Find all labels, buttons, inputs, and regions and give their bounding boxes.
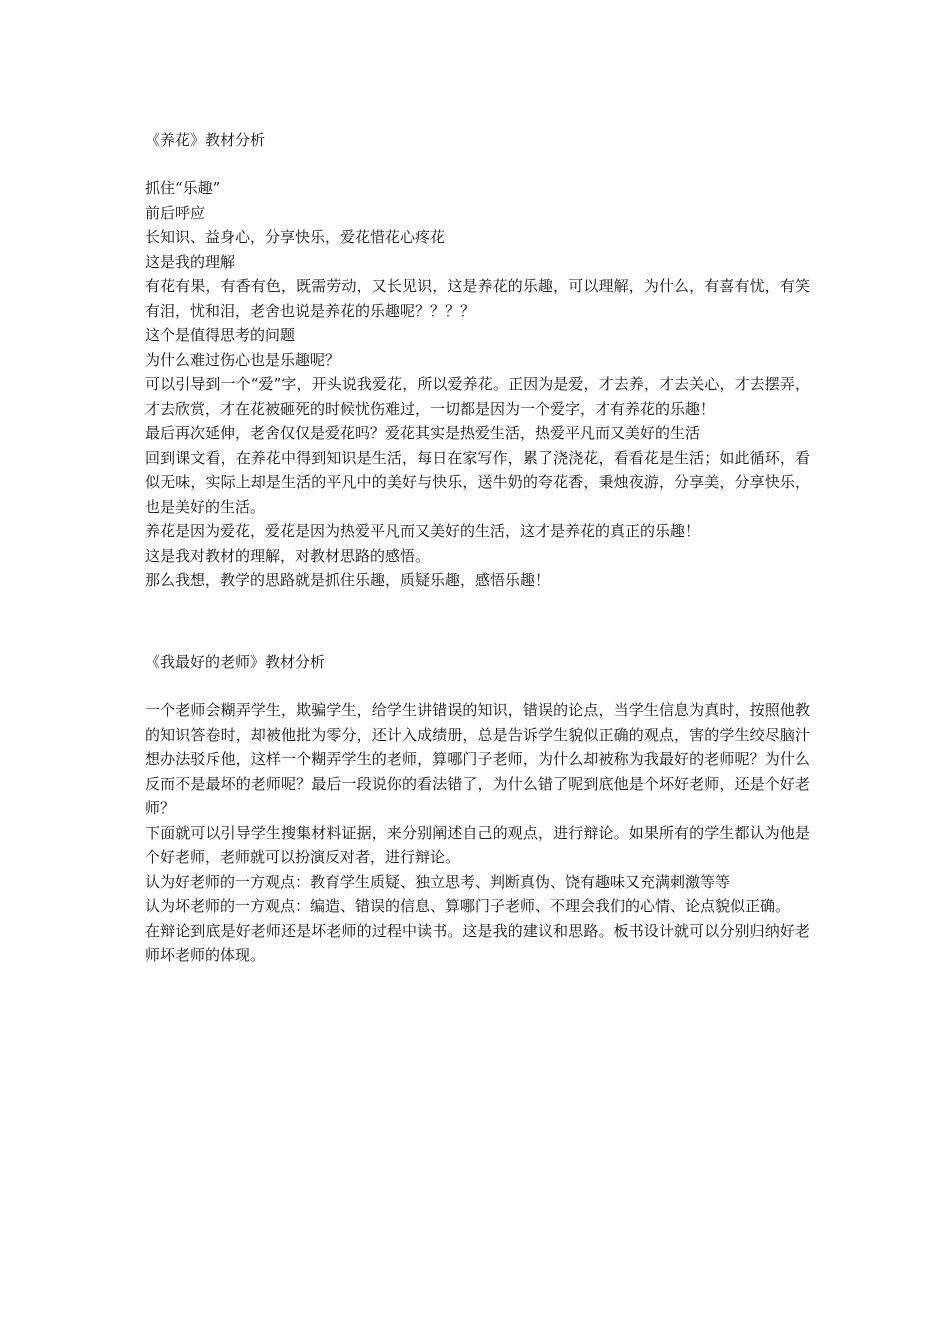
paragraph: 认为好老师的一方观点：教育学生质疑、独立思考、判断真伪、饶有趣味又充满刺激等等: [145, 872, 731, 891]
paragraph: 一个老师会糊弄学生，欺骗学生，给学生讲错误的知识，错误的论点，当学生信息为真时，按照他教的知识答卷时，却被他批为零分，还计入成绩册，总是告诉学生貌似正确的观点，害的学生绞尽脑汁想办法驳斥他，这样一个糊弄学生的老师，算哪门子老师，为什么却被称为我最好的老师呢？为什么反而不是最坏的老师呢？最后一段说你的看法错了，为什么错了呢到底他是个坏好老师，还是个好老师？: [145, 701, 810, 817]
section-body: [145, 176, 810, 593]
paragraph: 可以引导到一个“爱”字，开头说我爱花，所以爱养花。正因为是爱，才去养，才去关心，才去摆弄，才去欣赏，才在花被砸死的时候忧伤难过，一切都是因为一个爱字，才有养花的乐趣！: [145, 375, 810, 418]
paragraph: 那么我想，教学的思路就是抓住乐趣，质疑乐趣，感悟乐趣！: [145, 571, 551, 589]
paragraph: 长知识、益身心，分享快乐，爱花惜花心疼花: [145, 228, 446, 246]
paragraph: 回到课文看，在养花中得到知识是生活，每日在家写作，累了浇浇花，看看花是生活；如此循环，看似无味，实际上却是生活的平凡中的美好与快乐，送牛奶的夸花香，秉烛夜游，分享美，分享快乐，也是美好的生活。: [145, 448, 810, 516]
paragraph: 这个是值得思考的问题: [145, 326, 296, 344]
paragraph: 在辩论到底是好老师还是坏老师的过程中读书。这是我的建议和思路。板书设计就可以分别归纳好老师坏老师的体现。: [145, 921, 810, 964]
paragraph: 为什么难过伤心也是乐趣呢？: [145, 350, 341, 369]
section-body: [145, 698, 810, 968]
paragraph: 有花有果，有香有色，既需劳动，又长见识，这是养花的乐趣，可以理解，为什么，有喜有忧，有笑有泪，忧和泪，老舍也说是养花的乐趣呢？？？？: [145, 277, 810, 320]
paragraph: 这是我对教材的理解，对教材思路的感悟。: [145, 546, 431, 565]
paragraph: 前后呼应: [145, 203, 206, 222]
section-title: 《养花》教材分析: [145, 131, 266, 149]
section-best-teacher-analysis: [145, 650, 810, 968]
section-yanghua-analysis: [145, 128, 810, 593]
paragraph: 养花是因为爱花，爱花是因为热爱平凡而又美好的生活，这才是养花的真正的乐趣！: [145, 522, 701, 540]
section-title: 《我最好的老师》教材分析: [145, 653, 326, 671]
paragraph: 抓住“乐趣”: [145, 179, 221, 197]
paragraph: 下面就可以引导学生搜集材料证据，来分别阐述自己的观点，进行辩论。如果所有的学生都认为他是个好老师，老师就可以扮演反对者，进行辩论。: [145, 823, 810, 866]
paragraph: 认为坏老师的一方观点：编造、错误的信息、算哪门子老师、不理会我们的心情、论点貌似正确。: [145, 897, 791, 915]
paragraph: 这是我的理解: [145, 252, 236, 271]
paragraph: 最后再次延伸，老舍仅仅是爱花吗？爱花其实是热爱生活，热爱平凡而又美好的生活: [145, 424, 701, 442]
